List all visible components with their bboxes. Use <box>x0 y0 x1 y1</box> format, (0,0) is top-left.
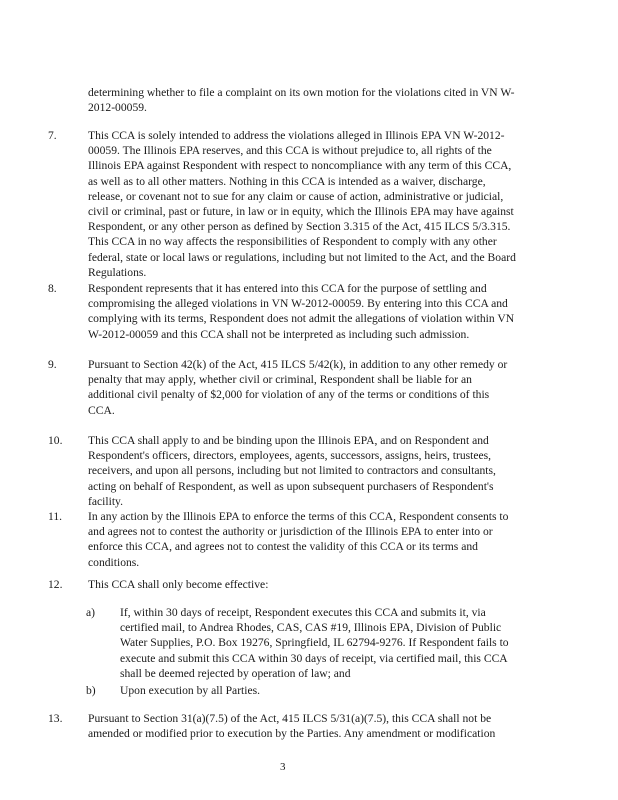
paragraph-text: This CCA shall only become effective: <box>88 578 269 591</box>
paragraph-text: Pursuant to Section 42(k) of the Act, 415 ILCS 5/42(k), in addition to any other remedy or penalty that may apply, whether civil or criminal, Respondent shall be liable for an additional civil penalty of $2,000 for violation of any of the terms or conditions of this CCA. <box>88 358 508 417</box>
paragraph-number: 10. <box>48 434 63 447</box>
paragraph-text: This CCA is solely intended to address the violations alleged in Illinois EPA VN W-2012-00059. The Illinois EPA reserves, and this CCA is without prejudice to, all rights of the Illinois EPA against Respondent with respect to noncompliance with any term of this CCA, as well as to all other matters. Nothing in this CCA is intended as a waiver, discharge, release, or covenant not to sue for any claim or cause of action, administrative or judicial, civil or criminal, past or future, in law or in equity, which the Illinois EPA may have against Respondent, or any other person as defined by Section 3.315 of the Act, 415 ILCS 5/3.315. This CCA in no way affects the responsibilities of Respondent to comply with any other federal, state or local laws or regulations, including but not limited to the Act, and the Board Regulations. <box>88 129 516 279</box>
subparagraph-text: If, within 30 days of receipt, Respondent executes this CCA and submits it, via certified mail, to Andrea Rhodes, CAS, CAS #19, Illinois EPA, Division of Public Water Supplies, P.O. Box 19276, Springfield, IL 62794-9276. If Respondent fails to execute and submit this CCA within 30 days of receipt, via certified mail, this CCA shall be deemed rejected by operation of law; and <box>120 606 509 680</box>
paragraph-number: 11. <box>48 510 63 523</box>
subparagraph-letter: a) <box>86 606 96 619</box>
paragraph-text: Pursuant to Section 31(a)(7.5) of the Act, 415 ILCS 5/31(a)(7.5), this CCA shall not be amended or modified prior to execution by the Parties. Any amendment or modification <box>88 712 496 741</box>
paragraph-text: In any action by the Illinois EPA to enforce the terms of this CCA, Respondent consents to and agrees not to contest the authority or jurisdiction of the Illinois EPA to enter into or enforce this CCA, and agrees not to contest the validity of this CCA or its terms and conditions. <box>88 510 509 569</box>
continued-paragraph: determining whether to file a complaint on its own motion for the violations cited in VN W-2012-00059. <box>88 86 515 115</box>
subparagraph-letter: b) <box>86 684 96 697</box>
paragraph-text: Respondent represents that it has entered into this CCA for the purpose of settling and compromising the alleged violations in VN W-2012-00059. By entering into this CCA and complying with its terms, Respondent does not admit the allegations of violation within VN W-2012-00059 and this CCA shall not be interpreted as including such admission. <box>88 282 515 341</box>
page-number: 3 <box>280 761 286 773</box>
paragraph-number: 7. <box>48 129 57 142</box>
paragraph-number: 9. <box>48 358 57 371</box>
paragraph-number: 12. <box>48 578 63 591</box>
paragraph-number: 13. <box>48 712 63 725</box>
paragraph-text: This CCA shall apply to and be binding upon the Illinois EPA, and on Respondent and Respondent's officers, directors, employees, agents, successors, assigns, heirs, trustees, receivers, and upon all persons, including but not limited to contractors and consultants, acting on behalf of Respondent, as well as upon subsequent purchasers of Respondent's facility. <box>88 434 496 508</box>
paragraph-number: 8. <box>48 282 57 295</box>
subparagraph-text: Upon execution by all Parties. <box>120 684 261 697</box>
